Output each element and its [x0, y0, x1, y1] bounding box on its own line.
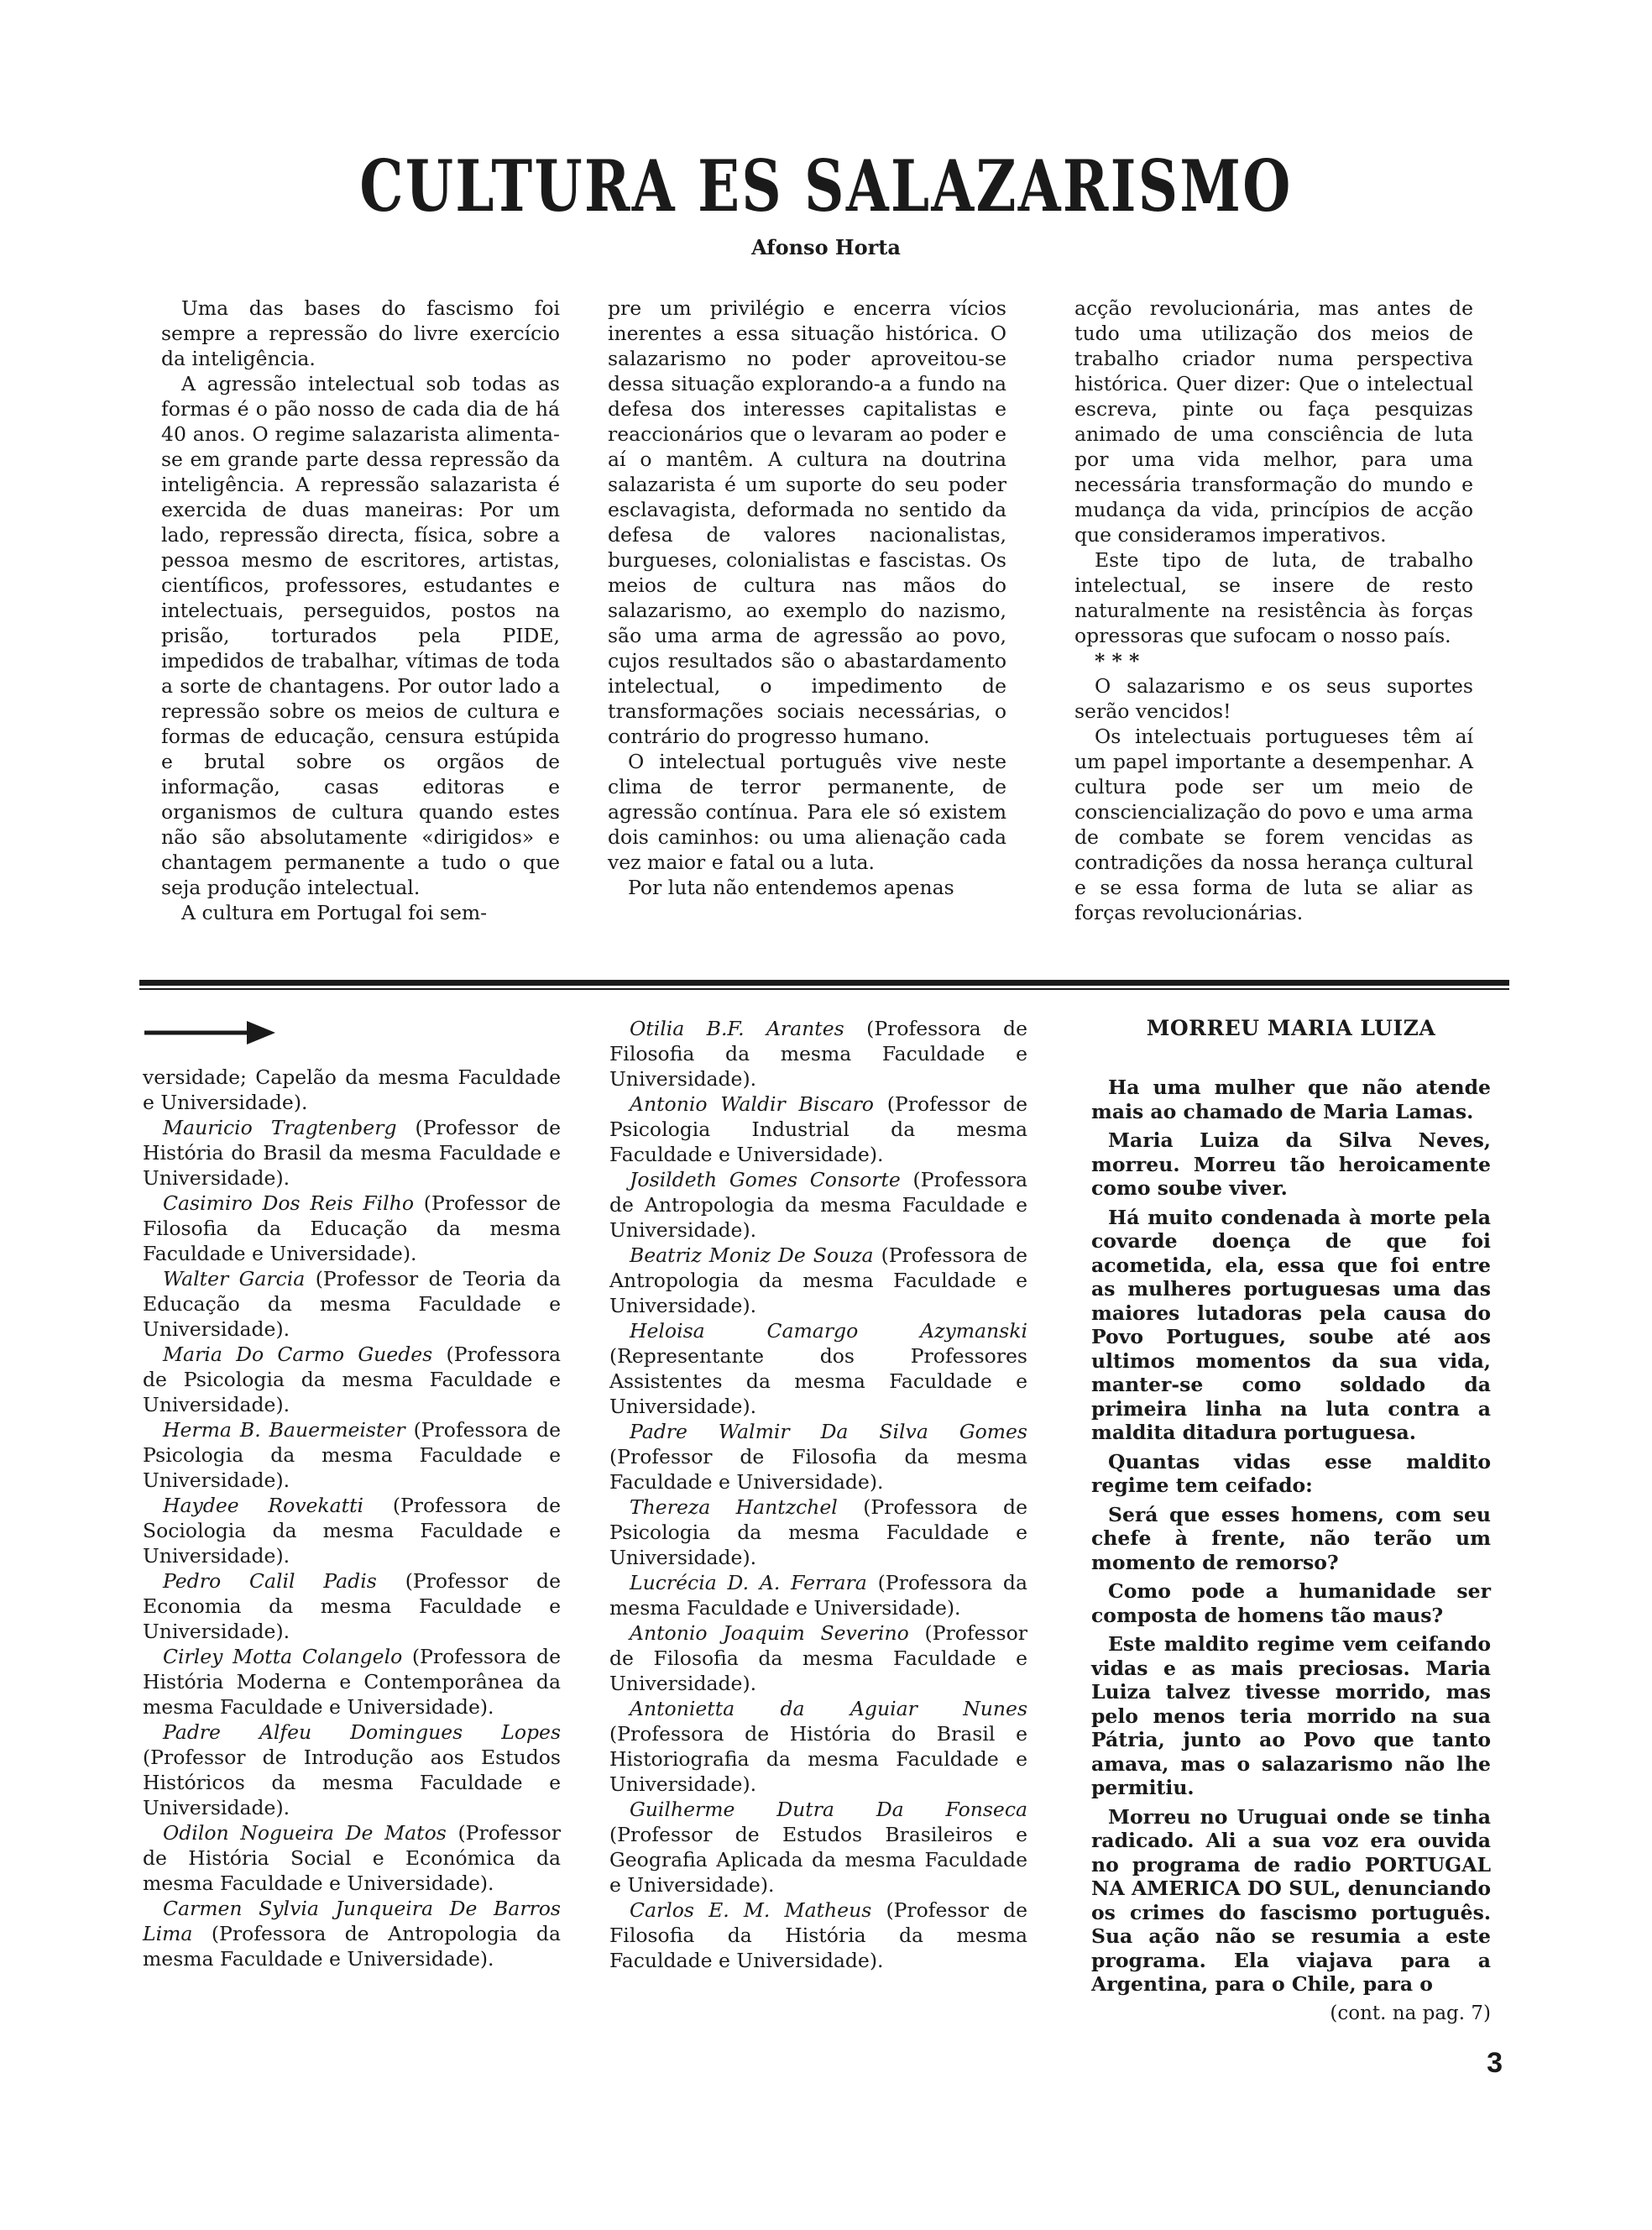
signatory-name: Padre Walmir Da Silva Gomes	[630, 1420, 1027, 1443]
signatory-entry	[609, 1091, 1027, 1167]
signatory-name: Odilon Nogueira De Matos	[163, 1821, 447, 1845]
obituary-paragraph: Maria Luiza da Silva Neves, morreu. Morreu tão heroicamente como soube viver.	[1091, 1128, 1491, 1200]
signatory-role: (Professora de Antropologia da mesma Faculdade e Universidade).	[609, 1243, 1028, 1317]
section-separator: * * *	[1095, 649, 1140, 673]
signatory-name: Antonio Joaquim Severino	[630, 1621, 909, 1645]
signatory-role: (Professora de Antropologia da mesma Faculdade e Universidade).	[143, 1922, 561, 1971]
signatory-name: Guilherme Dutra Da Fonseca	[630, 1798, 1027, 1821]
signatory-role: (Professor de Estudos Brasileiros e Geografia Aplicada da mesma Faculdade e Universidade).	[609, 1823, 1027, 1897]
signatory-role: (Professora de História Moderna e Contemporânea da mesma Faculdade e Universidade).	[143, 1645, 561, 1719]
signatory-name: Carmen Sylvia Junqueira De Barros Lima	[143, 1897, 561, 1945]
obituary-paragraph: Morreu no Uruguai onde se tinha radicado. Ali a sua voz era ouvida no programa de radio PORTUGAL NA AMERICA DO SUL, denunciando os crimes do fascismo português. Sua ação não se resumia a este programa. Ela viajava para a Argentina, para o Chile, para o	[1091, 1804, 1491, 1996]
signatory-role: (Professora de Filosofia da mesma Faculdade e Universidade).	[609, 1017, 1028, 1091]
signatory-role: (Professora de Psicologia da mesma Faculdade e Universidade).	[143, 1343, 561, 1416]
paragraph: acção revolucionária, mas antes de tudo uma utilização dos meios de trabalho criador numa perspectiva histórica. Quer dizer: Que o intelectual escreva, pinte ou faça pesquizas animado de uma consciência de luta por uma vida melhor, para uma necessária transformação do mundo e mudança da vida, princípios de acção que consideramos imperativos.	[1074, 296, 1473, 547]
paragraph: Por luta não entendemos apenas	[628, 876, 954, 899]
signatory-entry	[609, 1570, 1027, 1620]
signatory-entry	[143, 1342, 561, 1417]
section-divider-thin	[139, 988, 1509, 990]
signatory-role: (Professor de Filosofia da mesma Faculdade e Universidade).	[609, 1621, 1027, 1695]
continued-note: (cont. na pag. 7)	[1330, 2002, 1491, 2024]
paragraph: A agressão intelectual sob todas as formas é o pão nosso de cada dia de há 40 anos. O regime salazarista alimenta-se em grande parte dessa repressão da inteligência. A repressão salazarista é exercida de duas maneiras: Por um lado, repressão directa, física, sobre a pessoa mesmo de escritores, artistas, científicos, professores, estudantes e intelectuais, perseguidos, postos na prisão, torturados pela PIDE, impedidos de trabalhar, vítimas de toda a sorte de chantagens. Por outor lado a repressão sobre os meios de cultura e formas de educação, censura estúpida e brutal sobre os orgãos de informação, casas editoras e organismos de cultura quando estes não são absolutamente «dirigidos» e chantagem permanente a tudo o que seja produção intelectual.	[161, 372, 560, 899]
article-column-2	[608, 296, 1006, 900]
signatory-name: Haydee Rovekatti	[163, 1494, 364, 1517]
signatory-name: Otilia B.F. Arantes	[630, 1017, 844, 1040]
signatory-role: (Professor de Filosofia da História da mesma Faculdade e Universidade).	[609, 1898, 1027, 1972]
signatory-role: (Professora de Sociologia da mesma Faculdade e Universidade).	[143, 1494, 561, 1568]
signatory-name: Carlos E. M. Matheus	[630, 1898, 872, 1922]
obituary-paragraph: Há muito condenada à morte pela covarde doença de que foi acometida, ela, essa que foi entre as mulheres portuguesas uma das maiores lutadoras pela causa do Povo Portugues, soube até aos ultimos momentos da sua vida, manter-se como soldado da primeira linha na luta contra a maldita ditadura portuguesa.	[1091, 1205, 1491, 1444]
signatory-entry	[143, 1115, 561, 1191]
paragraph: Uma das bases do fascismo foi sempre a repressão do livre exercício da inteligência.	[161, 296, 560, 370]
signatory-entry	[609, 1696, 1027, 1797]
paragraph: O salazarismo e os seus suportes serão vencidos!	[1074, 674, 1473, 723]
signatory-name: Casimiro Dos Reis Filho	[163, 1191, 414, 1215]
signatory-name: Josildeth Gomes Consorte	[630, 1168, 901, 1191]
signatory-entry	[143, 1493, 561, 1568]
signatory-entry	[143, 1644, 561, 1720]
signatory-name: Walter Garcia	[163, 1267, 306, 1290]
paragraph: Este tipo de luta, de trabalho intelectual, se insere de resto naturalmente na resistência às forças opressoras que sufocam o nosso país.	[1074, 548, 1473, 647]
signatory-entry	[609, 1016, 1027, 1091]
section-divider	[139, 980, 1509, 986]
signatory-name: Mauricio Tragtenberg	[163, 1116, 397, 1139]
signatory-entry	[143, 1720, 561, 1820]
signatory-name: Padre Alfeu Domingues Lopes	[163, 1720, 561, 1744]
signatory-entry	[609, 1167, 1027, 1243]
signatory-role: (Professora de Psicologia da mesma Faculdade e Universidade).	[609, 1495, 1027, 1569]
signatory-role: (Professor de História do Brasil da mesma Faculdade e Universidade).	[143, 1116, 561, 1190]
signatory-name: Herma B. Bauermeister	[163, 1418, 405, 1442]
signatory-entry	[143, 1820, 561, 1896]
signatory-entry	[609, 1898, 1027, 1973]
page-number: 3	[1487, 2047, 1503, 2079]
signatory-entry	[609, 1419, 1027, 1495]
signatory-role: (Professora de Antropologia da mesma Faculdade e Universidade).	[609, 1168, 1028, 1242]
obituary-paragraph: Será que esses homens, com seu chefe à frente, não terão um momento de remorso?	[1091, 1502, 1491, 1574]
signatory-entry	[143, 1191, 561, 1266]
signatory-entry	[143, 1896, 561, 1971]
signatory-entry	[609, 1318, 1027, 1419]
obituary-paragraph: Quantas vidas esse maldito regime tem ceifado:	[1091, 1449, 1491, 1497]
paragraph: Os intelectuais portugueses têm aí um papel importante a desempenhar. A cultura pode ser um meio de consciencialização do povo e uma arma de combate se forem vencidas as contradições da nossa herança cultural e se essa forma de luta se aliar as forças revolucionárias.	[1074, 725, 1473, 924]
paragraph: pre um privilégio e encerra vícios inerentes a essa situação histórica. O salazarismo no poder aproveitou-se dessa situação explorando-a a fundo na defesa dos interesses capitalistas e reaccionários que o levaram ao poder e aí o mantêm. A cultura na doutrina salazarista é um suporte do seu poder esclavagista, deformada no sentido da defesa de valores nacionalistas, burgueses, colonialistas e fascistas. Os meios de cultura nas mãos do salazarismo, ao exemplo do nazismo, são uma arma de agressão ao povo, cujos resultados são o abastardamento intelectual, o impedimento de transformações sociais necessárias, o contrário do progresso humano.	[608, 296, 1006, 748]
signatory-role: (Professor de Teoria da Educação da mesma Faculdade e Universidade).	[143, 1267, 561, 1341]
signatory-name: Thereza Hantzchel	[630, 1495, 838, 1519]
signatory-entry	[609, 1243, 1027, 1318]
article-title: CULTURA ES SALAZARISMO	[359, 144, 1293, 228]
obituary-box	[1091, 1016, 1491, 2030]
article-column-1	[161, 296, 560, 925]
signatory-name: Pedro Calil Padis	[163, 1569, 377, 1593]
signatory-name: Antonietta da Aguiar Nunes	[630, 1697, 1027, 1720]
obituary-paragraph: Como pode a humanidade ser composta de homens tão maus?	[1091, 1579, 1491, 1627]
signatory-entry	[609, 1620, 1027, 1696]
arrow-right-icon	[143, 1016, 277, 1050]
obituary-title: MORREU MARIA LUIZA	[1146, 1016, 1436, 1040]
paragraph: A cultura em Portugal foi sem-	[181, 901, 488, 924]
obituary-paragraph: Este maldito regime vem ceifando vidas e as mais preciosas. Maria Luiza talvez tivesse morrido, mas pelo menos teria morrido na sua Pátria, junto ao Povo que tanto amava, mas o salazarismo não lhe permitiu.	[1091, 1632, 1491, 1799]
signatory-role: (Professor de Economia da mesma Faculdade e Universidade).	[143, 1569, 561, 1643]
signatories-column-1	[143, 1016, 561, 1971]
signatory-name: Antonio Waldir Biscaro	[630, 1092, 874, 1116]
signatory-entry	[609, 1495, 1027, 1570]
signatories-column-2	[609, 1016, 1027, 1973]
signatory-role: (Professor de História Social e Económica da mesma Faculdade e Universidade).	[143, 1821, 561, 1895]
paragraph: O intelectual português vive neste clima de terror permanente, de agressão contínua. Para ele só existem dois caminhos: ou uma alienação cada vez maior e fatal ou a luta.	[608, 750, 1006, 874]
signatory-role: (Professor de Filosofia da mesma Faculdade e Universidade).	[609, 1445, 1027, 1494]
signatory-entry	[143, 1417, 561, 1493]
signatory-name: Cirley Motta Colangelo	[163, 1645, 403, 1668]
signatory-role: (Representante dos Professores Assistentes da mesma Faculdade e Universidade).	[609, 1344, 1027, 1418]
obituary-paragraph: Ha uma mulher que não atende mais ao chamado de Maria Lamas.	[1091, 1076, 1491, 1123]
article-author: Afonso Horta	[751, 235, 901, 259]
signatory-name: Beatriz Moniz De Souza	[630, 1243, 874, 1267]
signatory-role: (Professora de História do Brasil e Historiografia da mesma Faculdade e Universidade).	[609, 1722, 1027, 1796]
signatory-continuation: versidade; Capelão da mesma Faculdade e Universidade).	[143, 1065, 561, 1114]
signatory-role: (Professora de Psicologia da mesma Faculdade e Universidade).	[143, 1418, 562, 1492]
signatory-entry	[143, 1568, 561, 1644]
signatory-entry	[143, 1266, 561, 1342]
signatory-role: (Professor de Psicologia Industrial da mesma Faculdade e Universidade).	[609, 1092, 1027, 1166]
article-column-3	[1074, 296, 1473, 925]
signatory-name: Maria Do Carmo Guedes	[163, 1343, 433, 1366]
signatory-role: (Professor de Introdução aos Estudos Históricos da mesma Faculdade e Universidade).	[143, 1746, 561, 1819]
signatory-role: (Professor de Filosofia da Educação da mesma Faculdade e Universidade).	[143, 1191, 561, 1265]
signatory-role: (Professora da mesma Faculdade e Universidade).	[609, 1571, 1027, 1620]
signatory-name: Lucrécia D. A. Ferrara	[630, 1571, 867, 1594]
signatory-name: Heloisa Camargo Azymanski	[630, 1319, 1027, 1343]
signatory-entry	[609, 1797, 1027, 1898]
